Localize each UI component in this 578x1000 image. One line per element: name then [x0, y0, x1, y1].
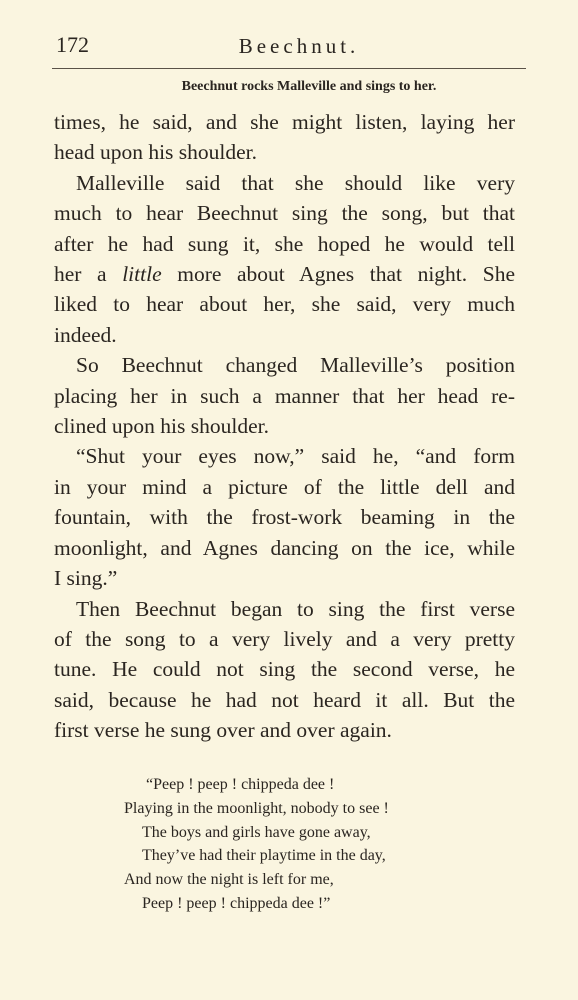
text-line: head upon his shoulder.: [54, 140, 258, 165]
text-line: placing her in such a manner that her head re-: [54, 383, 515, 408]
text-fragment: her a: [54, 262, 123, 287]
text-line: in your mind a picture of the little dell and: [54, 474, 515, 499]
text-line: clined upon his shoulder.: [54, 414, 269, 439]
running-head: Beechnut.: [238, 34, 360, 58]
text-line: Malleville said that she should like very: [76, 170, 515, 195]
text-line: “Shut your eyes now,” said he, “and form: [76, 444, 515, 469]
text-line: So Beechnut changed Malleville’s position: [76, 353, 515, 378]
text-line: times, he said, and she might listen, laying her: [54, 110, 515, 134]
text-line: Then Beechnut began to sing the first verse: [76, 596, 515, 621]
text-line: indeed.: [54, 322, 117, 347]
text-line: much to hear Beechnut sing the song, but that: [54, 201, 515, 226]
text-line: first verse he sung over and over again.: [54, 718, 392, 743]
body-text: [54, 107, 515, 746]
paragraph-4: [54, 441, 515, 593]
poem-line: Playing in the moonlight, nobody to see !: [124, 799, 389, 817]
poem-verse: [0, 773, 578, 916]
poem-line: The boys and girls have gone away,: [142, 823, 371, 841]
text-line: of the song to a very lively and a very pretty: [54, 626, 515, 651]
text-line: after he had sung it, she hoped he would tell: [54, 231, 515, 256]
text-line: [54, 259, 515, 289]
poem-line: “Peep ! peep ! chippeda dee !: [146, 776, 335, 793]
poem-line: They’ve had their playtime in the day,: [142, 847, 386, 865]
paragraph-5: [54, 594, 515, 746]
text-fragment: more about Agnes that night. She: [161, 262, 515, 287]
text-line: moonlight, and Agnes dancing on the ice, while: [54, 535, 515, 560]
poem-line: And now the night is left for me,: [124, 871, 334, 889]
poem-line: Peep ! peep ! chippeda dee !”: [142, 894, 331, 912]
page-subheading: Beechnut rocks Malleville and sings to her.: [181, 79, 437, 94]
header-rule: [52, 68, 526, 69]
text-line: liked to hear about her, she said, very much: [54, 292, 515, 317]
paragraph-3: [54, 350, 515, 441]
text-line: fountain, with the frost-work beaming in the: [54, 505, 515, 530]
italic-word: little: [122, 262, 162, 287]
page-number: 172: [56, 32, 89, 57]
paragraph-2: [54, 168, 515, 350]
text-line: said, because he had not heard it all. But the: [54, 687, 515, 712]
text-line: I sing.”: [54, 566, 118, 591]
text-line: tune. He could not sing the second verse, he: [54, 657, 515, 682]
paragraph-1: [54, 107, 515, 168]
